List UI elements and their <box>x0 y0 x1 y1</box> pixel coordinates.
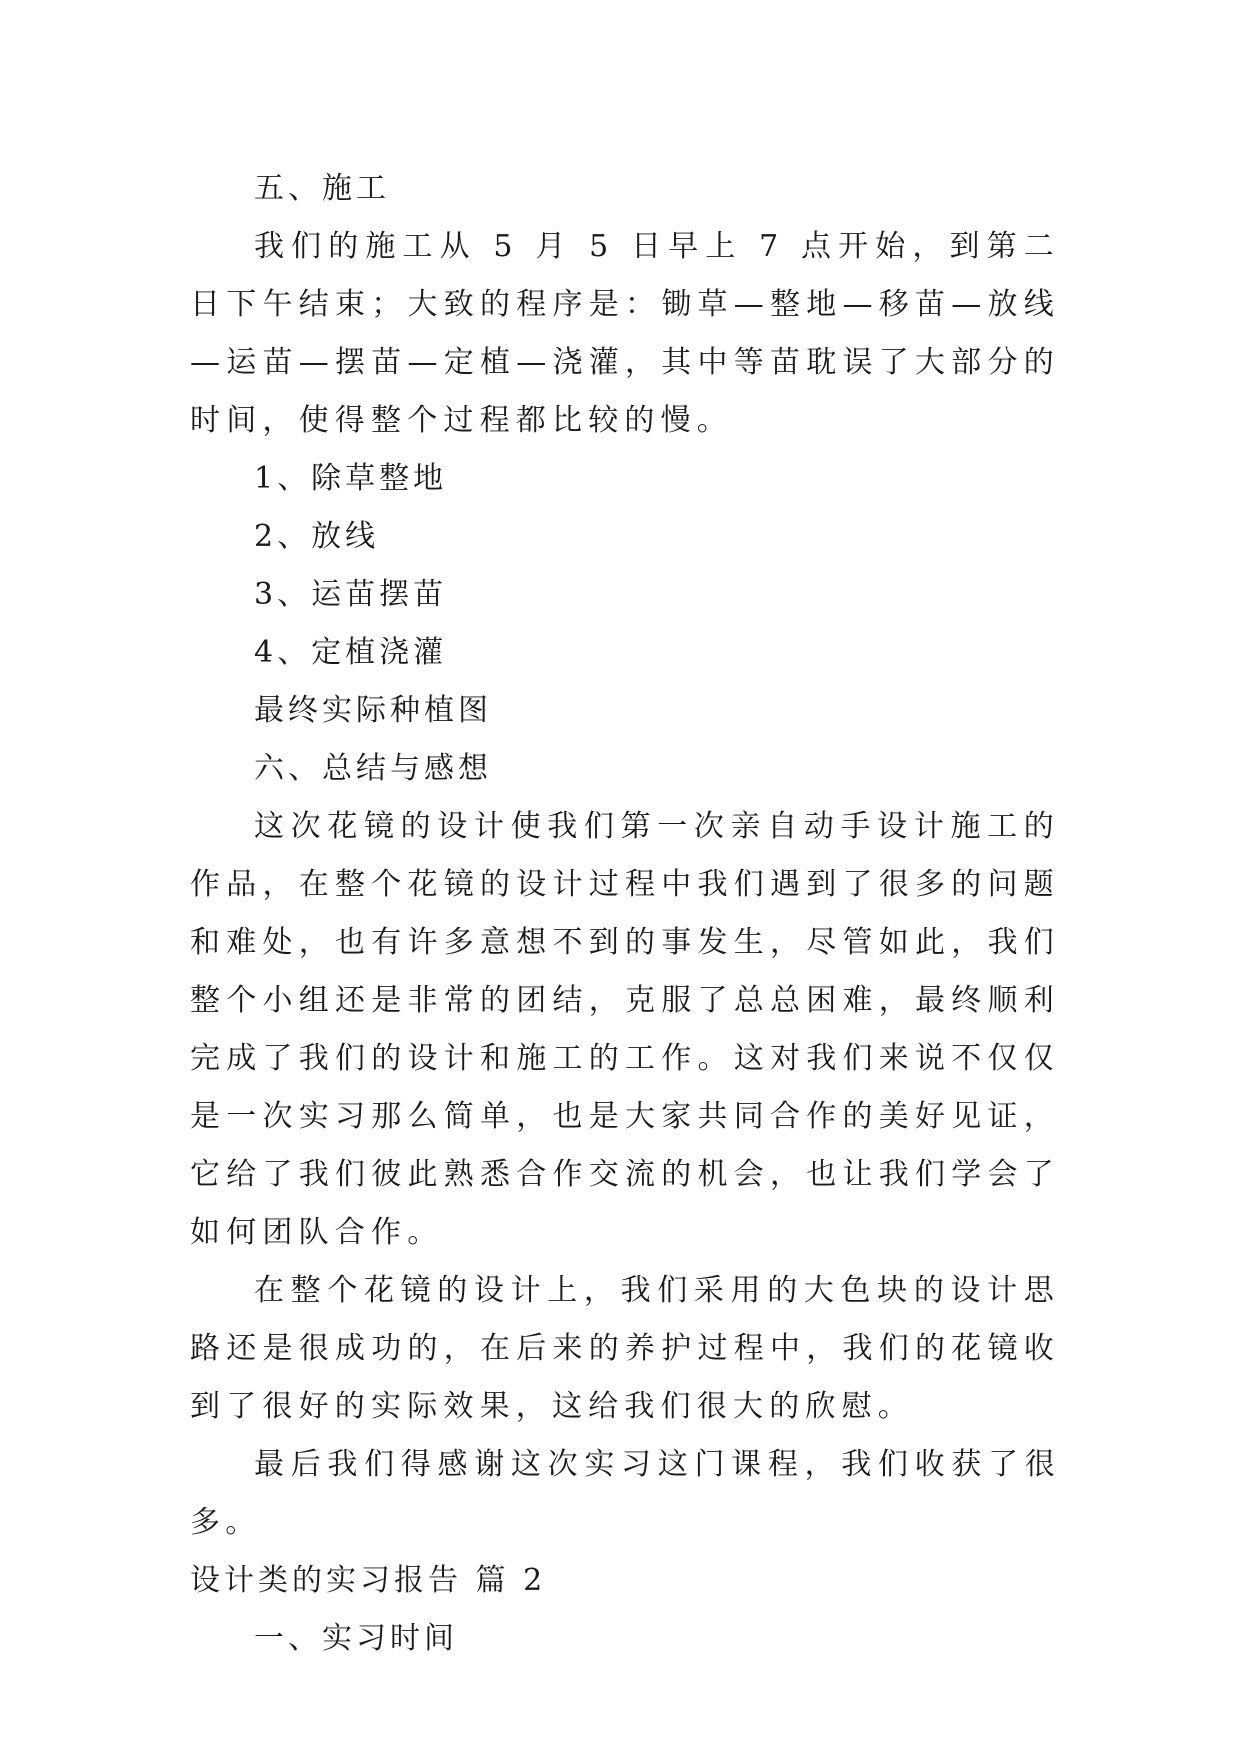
step-item: 1、除草整地 <box>254 461 448 496</box>
article-title: 设计类的实习报告 篇 2 <box>190 1563 547 1598</box>
step-item: 2、放线 <box>254 519 380 554</box>
section-heading-summary: 六、总结与感想 <box>254 751 492 786</box>
section-heading-internship-time: 一、实习时间 <box>254 1621 458 1656</box>
step-item: 4、定植浇灌 <box>254 635 448 670</box>
figure-caption: 最终实际种植图 <box>254 693 492 728</box>
summary-paragraph: 最后我们得感谢这次实习这门课程，我们收获了很多。 <box>190 1447 1060 1540</box>
step-item: 3、运苗摆苗 <box>254 577 448 612</box>
section-heading-construction: 五、施工 <box>254 171 390 206</box>
summary-paragraph: 在整个花镜的设计上，我们采用的大色块的设计思路还是很成功的，在后来的养护过程中，我们的花镜收到了很好的实际效果，这给我们很大的欣慰。 <box>190 1273 1060 1424</box>
summary-paragraph: 这次花镜的设计使我们第一次亲自动手设计施工的作品，在整个花镜的设计过程中我们遇到了很多的问题和难处，也有许多意想不到的事发生，尽管如此，我们整个小组还是非常的团结，克服了总总困难，最终顺利完成了我们的设计和施工的工作。这对我们来说不仅仅是一次实习那么简单，也是大家共同合作的美好见证，它给了我们彼此熟悉合作交流的机会，也让我们学会了如何团队合作。 <box>190 809 1060 1250</box>
document-body <box>190 160 1060 1668</box>
construction-paragraph: 我们的施工从 5 月 5 日早上 7 点开始，到第二日下午结束；大致的程序是：锄草—整地—移苗—放线—运苗—摆苗—定植—浇灌，其中等苗耽误了大部分的时间，使得整个过程都比较的慢。 <box>190 229 1060 438</box>
